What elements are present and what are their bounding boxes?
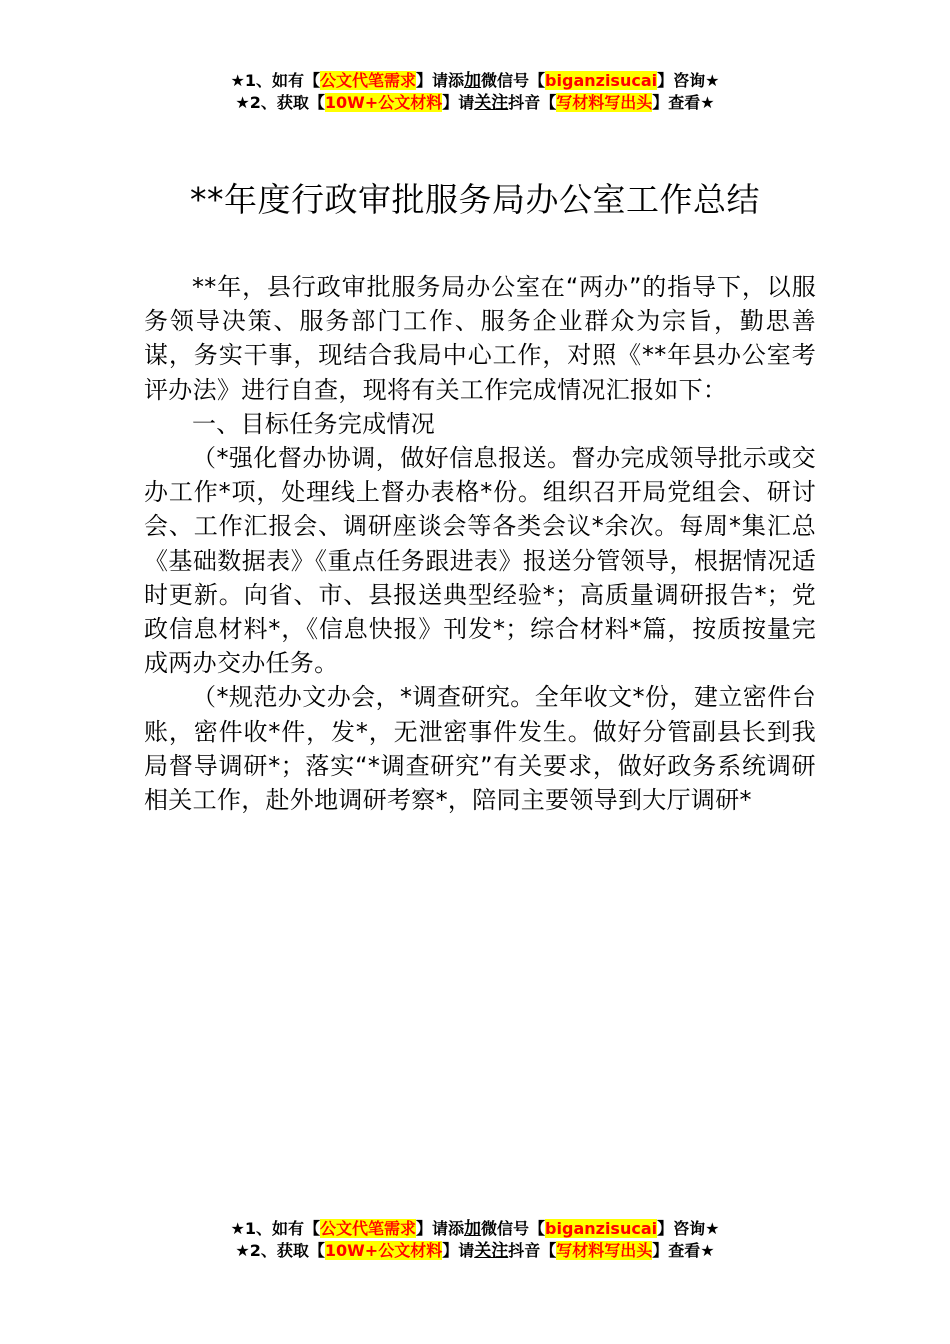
- promo-text: 微信号【: [481, 71, 546, 90]
- promo-text: ★2、获取【: [235, 93, 325, 112]
- promo-line-2: [0, 92, 950, 114]
- promo-text: 微信号【: [481, 1219, 546, 1238]
- intro-paragraph: **年，县行政审批服务局办公室在“两办”的指导下，以服务领导决策、服务部门工作、服务企业群众为宗旨，勤思善谋，务实干事，现结合我局中心工作，对照《**年县办公室考评办法》进行自查，现将有关工作完成情况汇报如下：: [144, 273, 816, 404]
- promo-text: 】咨询★: [657, 71, 720, 90]
- promo-header: [0, 70, 950, 114]
- promo-underline: 加: [464, 71, 482, 91]
- promo-text: 抖音【: [508, 1241, 557, 1260]
- promo-highlight: 10W+公文材料: [324, 93, 443, 112]
- promo-text: 】查看★: [652, 93, 715, 112]
- document-title: **年度行政审批服务局办公室工作总结: [190, 180, 760, 219]
- promo-line-1: [0, 1218, 950, 1240]
- body-paragraph: （*强化督办协调，做好信息报送。督办完成领导批示或交办工作*项，处理线上督办表格*份。组织召开局党组会、研讨会、工作汇报会、调研座谈会等各类会议*余次。每周*集汇总《基础数据表》《重点任务跟进表》报送分管领导，根据情况适时更新。向省、市、县报送典型经验*；高质量调研报告*；党政信息材料*，《信息快报》刊发*；综合材料*篇，按质按量完成两办交办任务。: [144, 444, 816, 678]
- promo-wechat-id: biganzisucai: [545, 1219, 658, 1238]
- promo-text: 】查看★: [652, 1241, 715, 1260]
- promo-text: ★1、如有【: [230, 71, 320, 90]
- promo-highlight: 10W+公文材料: [324, 1241, 443, 1260]
- promo-wechat-id: biganzisucai: [545, 71, 658, 90]
- promo-line-1: [0, 70, 950, 92]
- promo-footer: [0, 1218, 950, 1262]
- promo-underline: 关注: [474, 1241, 509, 1261]
- section-heading: 一、目标任务完成情况: [192, 409, 435, 438]
- promo-highlight: 公文代笔需求: [320, 1219, 417, 1238]
- promo-text: 】请: [442, 1241, 475, 1260]
- body-paragraph: （*规范办文办会，*调查研究。全年收文*份，建立密件台账，密件收*件，发*，无泄密事件发生。做好分管副县长到我局督导调研*；落实“*调查研究”有关要求，做好政务系统调研相关工作，赴外地调研考察*，陪同主要领导到大厅调研*: [144, 683, 816, 815]
- promo-underline: 关注: [474, 93, 509, 113]
- promo-text: 】请添: [416, 71, 465, 90]
- promo-douyin-id: 写材料写出头: [556, 93, 653, 112]
- promo-douyin-id: 写材料写出头: [556, 1241, 653, 1260]
- promo-text: ★2、获取【: [235, 1241, 325, 1260]
- promo-underline: 加: [464, 1219, 482, 1239]
- promo-text: 】咨询★: [657, 1219, 720, 1238]
- promo-text: 】请: [442, 93, 475, 112]
- document-body: [144, 270, 816, 817]
- promo-text: 】请添: [416, 1219, 465, 1238]
- promo-line-2: [0, 1240, 950, 1262]
- promo-text: ★1、如有【: [230, 1219, 320, 1238]
- promo-text: 抖音【: [508, 93, 557, 112]
- promo-highlight: 公文代笔需求: [320, 71, 417, 90]
